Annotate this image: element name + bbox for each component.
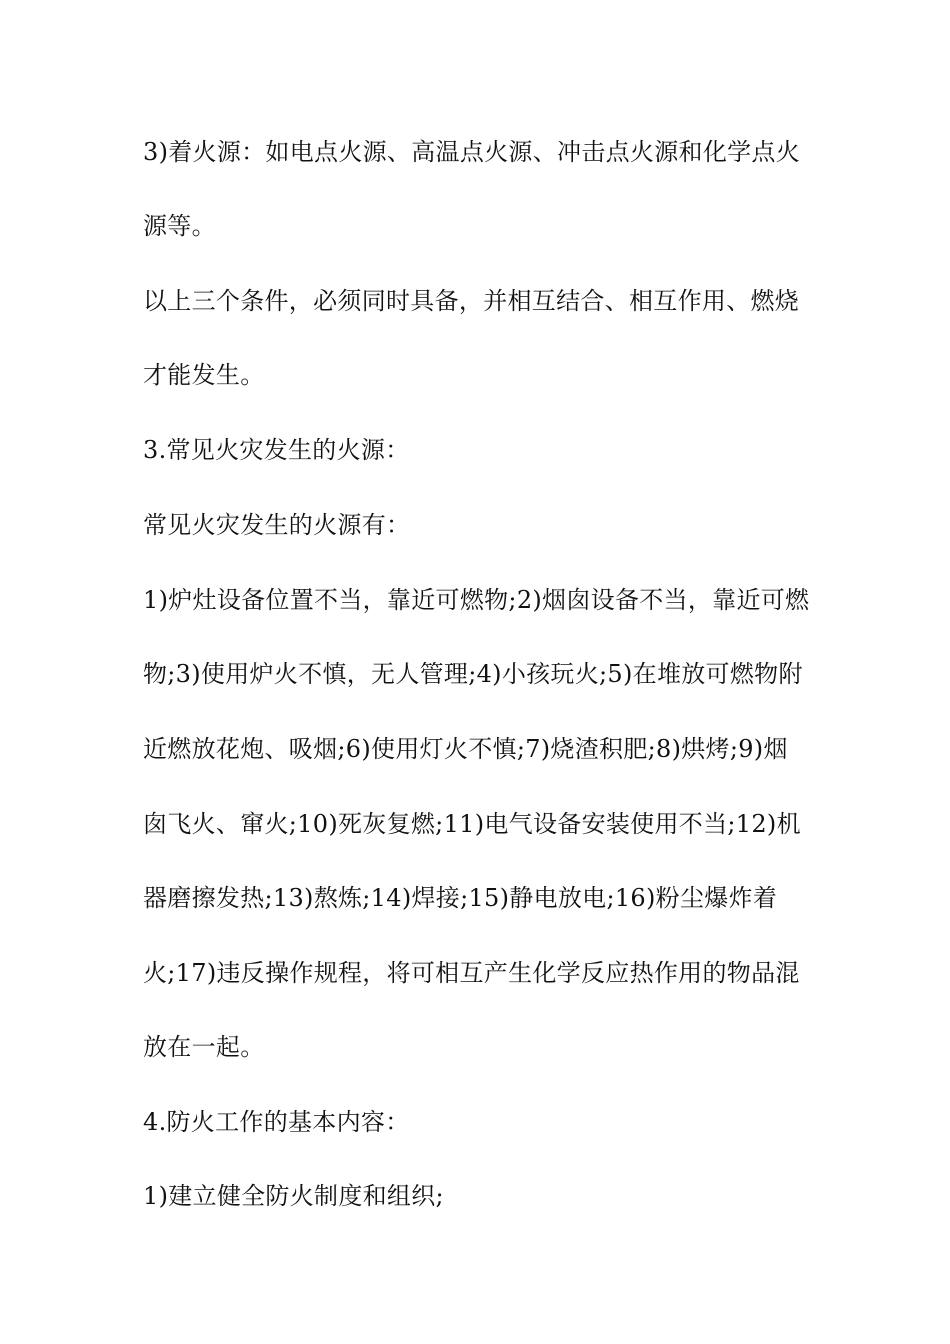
text-line-ignition-sources-cont: 源等。 bbox=[143, 212, 216, 240]
text-line-list-2: 物;3)使用炉火不慎，无人管理;4)小孩玩火;5)在堆放可燃物附 bbox=[143, 660, 803, 688]
section-heading-3: 3.常见火灾发生的火源： bbox=[143, 436, 410, 464]
text-line-list-5: 器磨擦发热;13)熬炼;14)焊接;15)静电放电;16)粉尘爆炸着 bbox=[143, 884, 778, 912]
section-heading-4: 4.防火工作的基本内容： bbox=[143, 1108, 410, 1136]
text-line-intro: 常见火灾发生的火源有： bbox=[143, 511, 411, 539]
text-line-list-3: 近燃放花炮、吸烟;6)使用灯火不慎;7)烧渣积肥;8)烘烤;9)烟 bbox=[143, 735, 788, 763]
text-line-list-6: 火;17)违反操作规程，将可相互产生化学反应热作用的物品混 bbox=[143, 959, 800, 987]
text-line-list-7: 放在一起。 bbox=[143, 1033, 265, 1061]
text-line-fire-prevention-1: 1)建立健全防火制度和组织; bbox=[143, 1182, 444, 1210]
text-line-conditions: 以上三个条件，必须同时具备，并相互结合、相互作用、燃烧 bbox=[143, 287, 800, 315]
text-line-list-4: 囱飞火、窜火;10)死灰复燃;11)电气设备安装使用不当;12)机 bbox=[143, 810, 801, 838]
text-line-conditions-cont: 才能发生。 bbox=[143, 361, 265, 389]
text-line-list-1: 1)炉灶设备位置不当，靠近可燃物;2)烟囱设备不当，靠近可燃 bbox=[143, 586, 810, 614]
text-line-ignition-sources: 3)着火源：如电点火源、高温点火源、冲击点火源和化学点火 bbox=[143, 138, 801, 166]
